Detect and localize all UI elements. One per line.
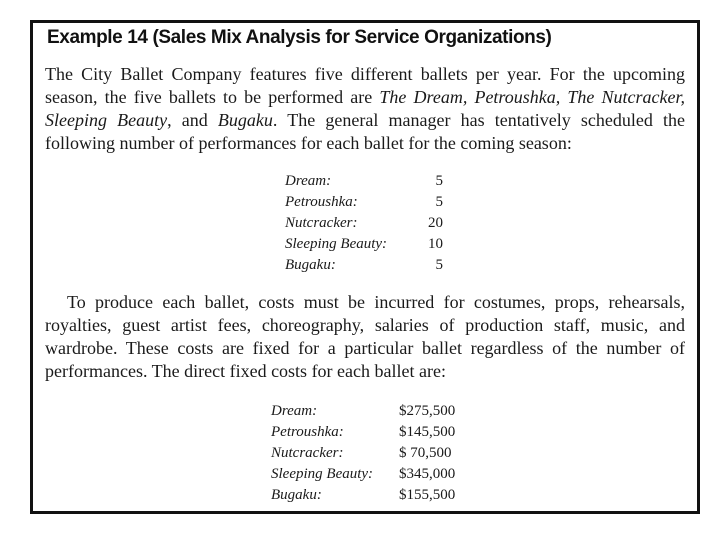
ballet-name: Bugaku: (271, 487, 322, 503)
table-row (271, 401, 459, 422)
ballet-name: Dream: (285, 173, 332, 189)
intro-text-1: The City Ballet Company features five different ballets per year. For the upcoming season, the five ballets to be performed are (45, 64, 685, 107)
table-row (285, 213, 443, 234)
performance-count: 5 (435, 194, 443, 210)
ballet-titles: The Dream, Petroushka, The Nutcracker, Sleeping Beauty (45, 87, 685, 130)
table-row (285, 171, 443, 192)
performance-count: 20 (428, 215, 443, 231)
ballet-name: Sleeping Beauty: (271, 466, 374, 482)
intro-text-3: . The general manager has tentatively scheduled the following number of performances for each ballet for the coming season: (45, 110, 685, 153)
intro-text-2: , and (167, 110, 218, 130)
document-frame (30, 20, 700, 514)
intro-paragraph (45, 63, 685, 155)
performance-count: 5 (435, 257, 443, 273)
ballet-name: Petroushka: (285, 194, 358, 210)
ballet-name: Dream: (271, 403, 318, 419)
fixed-cost: $275,500 (399, 403, 456, 419)
costs-paragraph: To produce each ballet, costs must be incurred for costumes, props, rehearsals, royalties, guest artist fees, choreography, salaries of production staff, music, and wardrobe. These costs are fixed for a particular ballet regardless of the number of performances. The direct fixed costs for each ballet are: (45, 292, 685, 381)
table-row (271, 443, 459, 464)
ballet-name: Nutcracker: (271, 445, 344, 461)
table-row (285, 192, 443, 213)
table-row (285, 234, 443, 255)
performance-count: 10 (428, 236, 443, 252)
ballet-name: Nutcracker: (285, 215, 358, 231)
performance-count: 5 (435, 173, 443, 189)
table-row (271, 485, 459, 506)
fixed-costs-table (271, 401, 459, 506)
ballet-name: Petroushka: (271, 424, 344, 440)
table-row (271, 464, 459, 485)
performances-table (285, 171, 443, 276)
ballet-name: Bugaku: (285, 257, 336, 273)
ballet-title-bugaku: Bugaku (217, 110, 273, 130)
ballet-name: Sleeping Beauty: (285, 236, 388, 252)
fixed-cost: $345,000 (399, 466, 456, 482)
example-heading: Example 14 (Sales Mix Analysis for Service Organizations) (47, 27, 552, 48)
table-row (285, 255, 443, 276)
table-row (271, 422, 459, 443)
fixed-cost: $155,500 (399, 487, 456, 503)
fixed-cost: $ 70,500 (399, 445, 452, 461)
fixed-cost: $145,500 (399, 424, 456, 440)
